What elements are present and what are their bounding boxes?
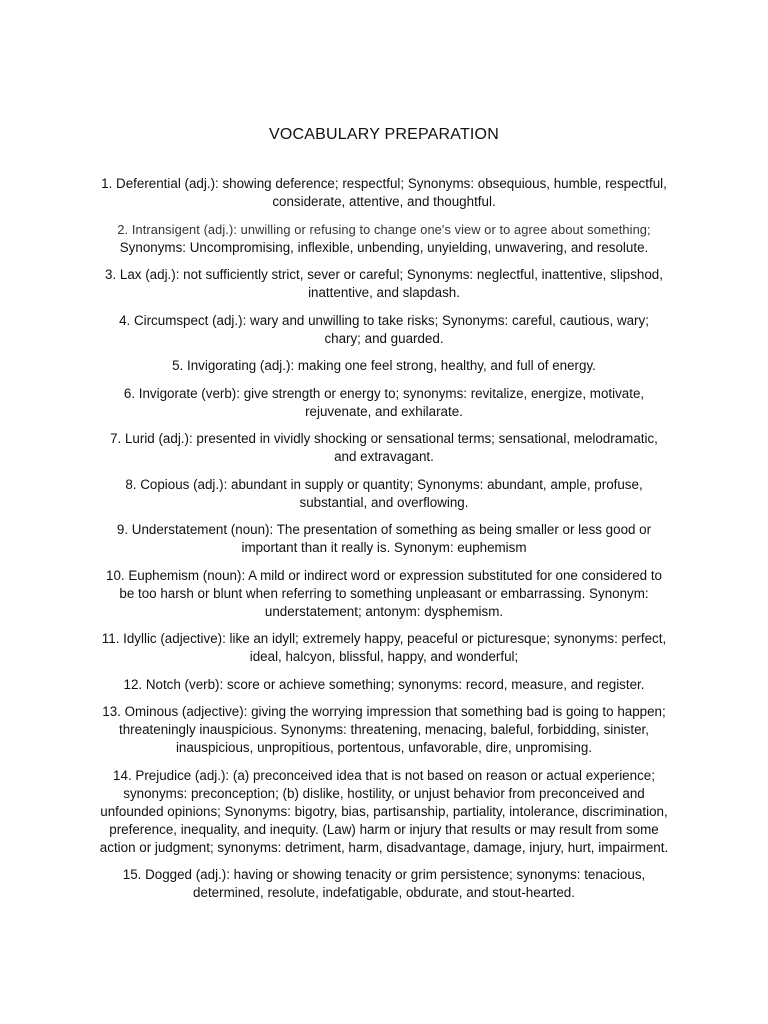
entry-line: 8. Copious (adj.): abundant in supply or quantity; Synonyms: abundant, ample, profuse, <box>125 476 643 492</box>
entry-line: ideal, halcyon, blissful, happy, and wonderful; <box>249 649 519 664</box>
list-item <box>84 476 684 512</box>
list-item <box>84 567 684 621</box>
entry-line: 6. Invigorate (verb): give strength or energy to; synonyms: revitalize, energize, motivate, <box>123 385 645 401</box>
entry-line: synonyms: preconception; (b) dislike, hostility, or unjust behavior from preconceived and <box>123 785 645 801</box>
entry-line: important than it really is. Synonym: euphemism <box>241 540 527 555</box>
list-item <box>84 312 684 348</box>
list-item <box>84 357 684 375</box>
list-item <box>84 266 684 302</box>
entry-line: 9. Understatement (noun): The presentation of something as being smaller or less good or <box>116 522 652 537</box>
list-item <box>84 630 684 666</box>
entry-line: be too harsh or blunt when referring to something unpleasant or embarrassing. Synonym: <box>119 585 649 601</box>
entry-line: 12. Notch (verb): score or achieve something; synonyms: record, measure, and register. <box>123 676 645 692</box>
list-item <box>84 221 684 257</box>
entry-line: understatement; antonym: dysphemism. <box>264 603 504 619</box>
entry-line: 11. Idyllic (adjective): like an idyll; extremely happy, peaceful or picturesque; synonyms: perfect, <box>101 631 667 646</box>
list-item <box>84 866 684 902</box>
entry-line: 7. Lurid (adj.): presented in vividly shocking or sensational terms; sensational, melodramatic, <box>110 431 658 446</box>
page-title: VOCABULARY PREPARATION <box>269 126 499 143</box>
entry-line: substantial, and overflowing. <box>299 494 469 510</box>
entry-line: inattentive, and slapdash. <box>308 285 460 300</box>
list-item <box>84 767 684 857</box>
entry-line: rejuvenate, and exhilarate. <box>305 403 463 419</box>
entry-line: 13. Ominous (adjective): giving the worrying impression that something bad is going to happen; <box>102 704 666 719</box>
entry-line: determined, resolute, indefatigable, obdurate, and stout-hearted. <box>193 885 575 900</box>
entry-line: action or judgment; synonyms: detriment, harm, disadvantage, damage, injury, hurt, impairment. <box>99 839 669 855</box>
entry-line: 10. Euphemism (noun): A mild or indirect word or expression substituted for one considered to <box>106 567 662 583</box>
entry-line: inauspicious, unpropitious, portentous, unfavorable, dire, unpromising. <box>175 740 593 755</box>
list-item <box>84 703 684 757</box>
entry-line: Synonyms: Uncompromising, inflexible, unbending, unyielding, unwavering, and resolute. <box>119 239 649 255</box>
entry-line: unfounded opinions; Synonyms: bigotry, bias, partisanship, partiality, intolerance, discrimination, <box>100 803 668 819</box>
entry-line: threateningly inauspicious. Synonyms: threatening, menacing, baleful, forbidding, sinister, <box>119 722 649 737</box>
entry-line: and extravagant. <box>334 449 434 464</box>
entry-line: 4. Circumspect (adj.): wary and unwilling to take risks; Synonyms: careful, cautious, wary; <box>119 312 649 328</box>
entry-line: 5. Invigorating (adj.): making one feel strong, healthy, and full of energy. <box>172 358 596 373</box>
list-item <box>84 521 684 557</box>
entry-line: preference, inequality, and inequity. (Law) harm or injury that results or may result from some <box>109 821 659 837</box>
entry-line: 15. Dogged (adj.): having or showing tenacity or grim persistence; synonyms: tenacious, <box>122 867 646 882</box>
entry-line: 2. Intransigent (adj.): unwilling or refusing to change one's view or to agree about something; <box>117 221 651 237</box>
vocabulary-list <box>84 175 684 912</box>
list-item <box>84 676 684 694</box>
entry-line: 1. Deferential (adj.): showing deference; respectful; Synonyms: obsequious, humble, respectful, <box>101 176 667 191</box>
entry-line: considerate, attentive, and thoughtful. <box>272 194 496 209</box>
entry-line: 3. Lax (adj.): not sufficiently strict, sever or careful; Synonyms: neglectful, inattentive, slipshod, <box>105 267 663 282</box>
entry-line: 14. Prejudice (adj.): (a) preconceived idea that is not based on reason or actual experience; <box>113 767 655 783</box>
entry-line: chary; and guarded. <box>324 330 444 346</box>
list-item <box>84 175 684 211</box>
list-item <box>84 430 684 466</box>
list-item <box>84 385 684 421</box>
